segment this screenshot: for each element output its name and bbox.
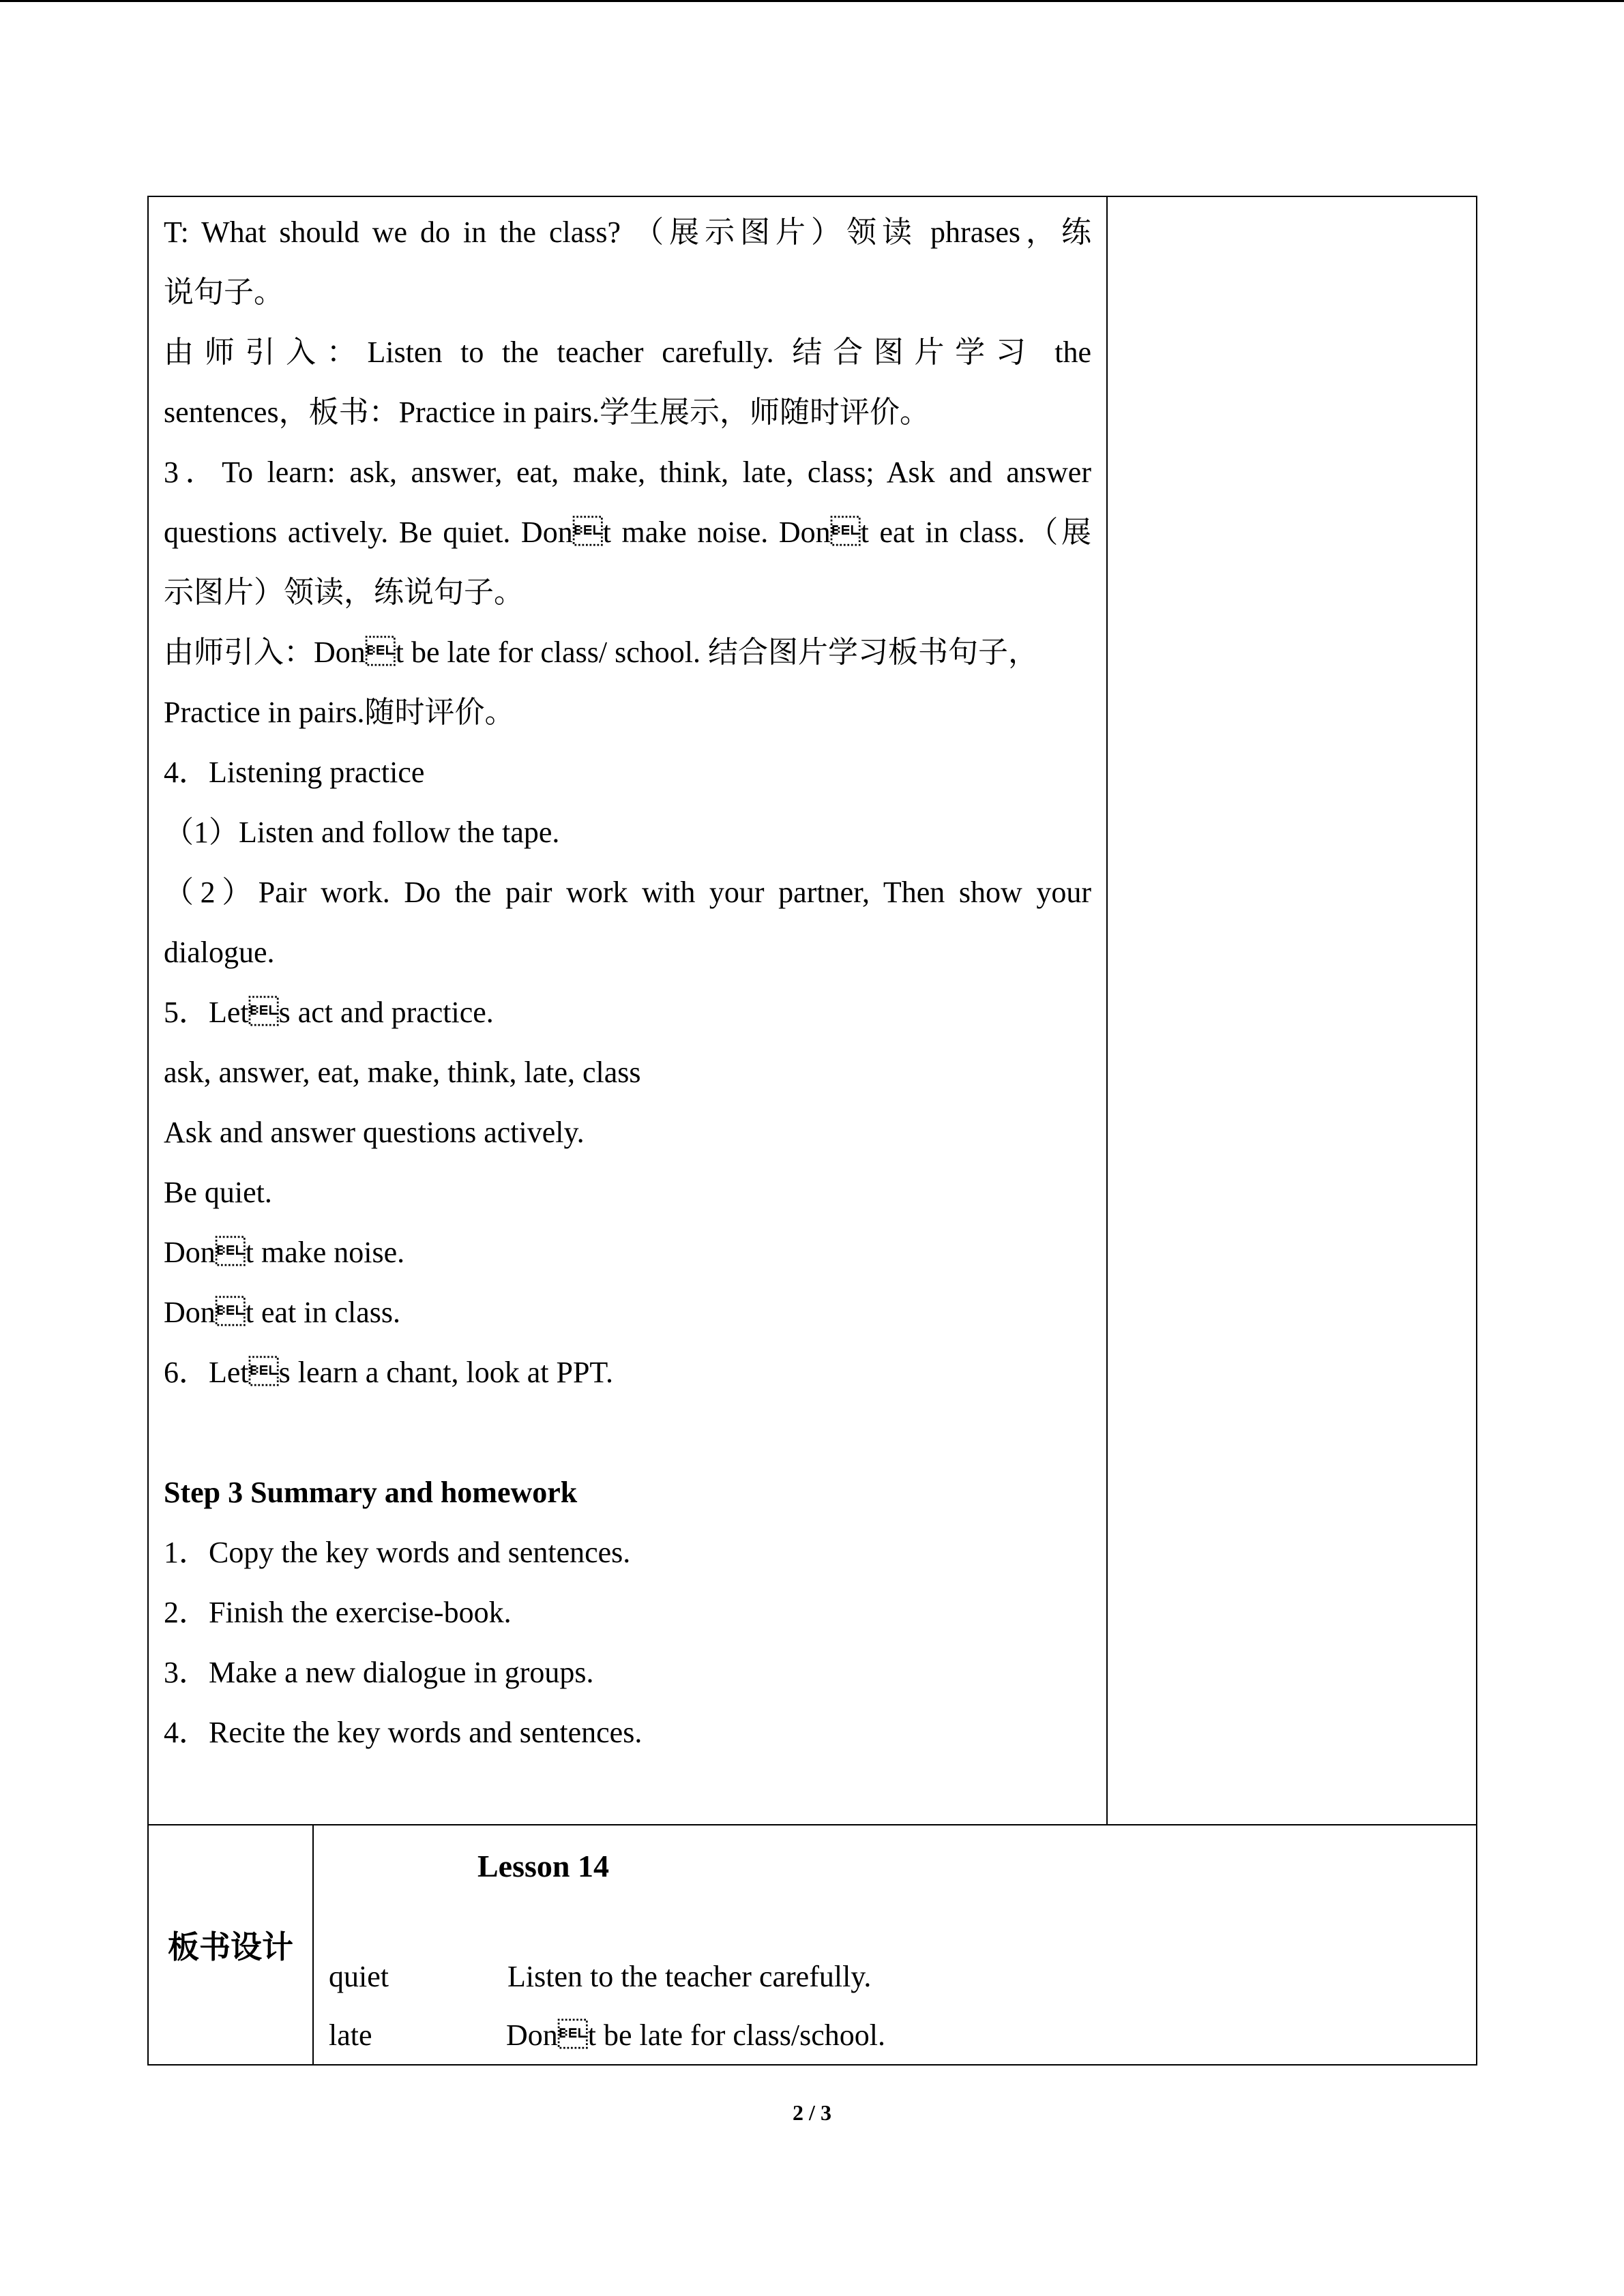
board-sentence: Dont be late for class/school. [506,2018,885,2052]
text-line: 3．To learn: ask, answer, eat, make, think, late, class; Ask and answer [164,456,1091,489]
board-sentence: Listen to the teacher carefully. [507,1960,872,1993]
board-word: late [329,2018,372,2052]
text-line: Dont make noise. [164,1236,405,1269]
text-line: 由师引入：Dont be late for class/ school. 结合图片学习板书句子， [164,636,1038,669]
text-line: Be quiet. [164,1176,272,1209]
text-line: 5．Lets act and practice. [164,996,494,1029]
text-line: 4．Listening practice [164,756,425,789]
text-line: questions actively. Be quiet. Dont make noise. Dont eat in class.（展 [164,516,1091,549]
procedure-cell [148,196,1107,1825]
board-design-label: 板书设计 [148,1825,313,2065]
text-line: sentences，板书：Practice in pairs.学生展示，师随时评价。 [164,396,930,429]
text-line: dialogue. [164,936,275,969]
text-line: ask, answer, eat, make, think, late, class [164,1056,641,1089]
text-line: Practice in pairs.随时评价。 [164,696,515,729]
summary-item: 4．Recite the key words and sentences. [164,1716,643,1749]
summary-item: 1．Copy the key words and sentences. [164,1536,631,1569]
text-line: （2）Pair work. Do the pair work with your partner, Then show your [164,876,1091,909]
lesson-plan-table [147,196,1477,2066]
summary-heading: Step 3 Summary and homework [164,1476,578,1509]
lesson-title: Lesson 14 [477,1849,609,1883]
text-line: Ask and answer questions actively. [164,1116,585,1149]
text-line: 说句子。 [164,275,284,309]
blank-line [164,1403,1091,1463]
notes-cell [1107,196,1477,1825]
text-line: （1）Listen and follow the tape. [164,816,560,849]
procedure-row [148,196,1477,1825]
top-rule [0,0,1624,2]
summary-item: 2．Finish the exercise-book. [164,1596,512,1629]
text-line: 示图片）领读，练说句子。 [164,576,524,609]
text-line: Dont eat in class. [164,1296,401,1329]
text-line: 6．Lets learn a chant, look at PPT. [164,1356,614,1389]
board-design-content [313,1825,1477,2065]
summary-item: 3．Make a new dialogue in groups. [164,1656,594,1689]
text-line: T: What should we do in the class? （展示图片）领读 phrases，练 [164,215,1091,249]
board-design-row [148,1825,1477,2065]
board-word: quiet [329,1960,389,1993]
text-line: 由师引入：Listen to the teacher carefully. 结合图片学习 the [164,336,1091,369]
page-number: 2 / 3 [793,2100,831,2125]
